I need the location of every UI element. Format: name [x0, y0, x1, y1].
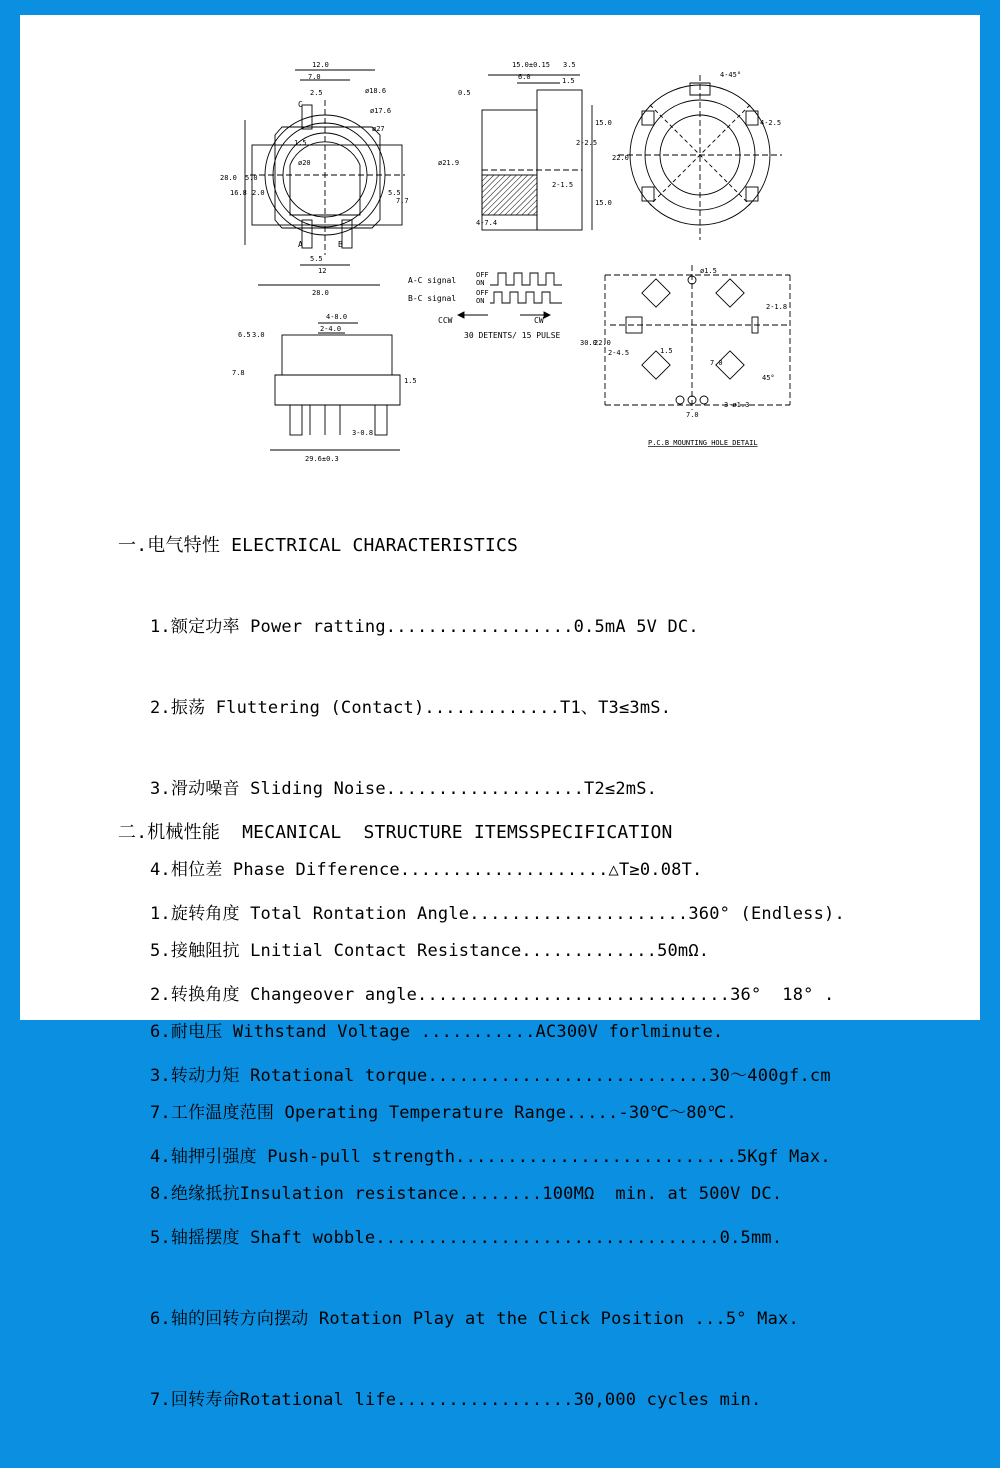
electrical-heading: 一.电气特性 ELECTRICAL CHARACTERISTICS — [118, 535, 519, 556]
dim-pcb-7-vertical: 7.0 — [710, 359, 723, 367]
dim-side-3.5: 3.5 — [563, 61, 576, 69]
mechanical-item: 4.轴押引强度 Push-pull strength...........................5Kgf Max. — [150, 1147, 831, 1167]
dim-front-5: 5.0 — [245, 174, 258, 182]
dim-front-5.5-bottom: 5.5 — [310, 255, 323, 263]
dim-pcb-22: 22.0 — [594, 339, 611, 347]
mechanical-structure — [118, 765, 845, 1468]
signal-off-1: OFF — [476, 271, 489, 279]
dim-front-16.8: 16.8 — [230, 189, 247, 197]
electrical-item: 3.滑动噪音 Sliding Noise...................T2≤2mS. — [150, 779, 658, 799]
mechanical-item: 1.旋转角度 Total Rontation Angle.....................360° (Endless). — [150, 904, 845, 924]
dim-side-0.5: 0.5 — [458, 89, 471, 97]
dim-pcb-2-4.5: 2-4.5 — [608, 349, 630, 357]
dim-pcb-7-horizontal: 7.0 — [686, 411, 699, 419]
dim-pcb-30: 30.0 — [580, 339, 597, 347]
dim-front-2: 2.0 — [252, 189, 265, 197]
pcb-detail-title: P.C.B MOUNTING HOLE DETAIL — [648, 439, 758, 447]
dim-bottom-7.8: 7.8 — [232, 369, 245, 377]
dim-bottom-3-0.8: 3-0.8 — [352, 429, 374, 437]
dim-bottom-3: 3.0 — [252, 331, 265, 339]
mechanical-item: 2.转换角度 Changeover angle..............................36° 18° . — [150, 985, 835, 1005]
dim-side-15-lower: 15.0 — [595, 199, 612, 207]
dim-front-7.7: 7.7 — [396, 197, 409, 205]
signal-b-c-label: B-C signal — [408, 294, 457, 303]
dim-front-dia-17.6: ø17.6 — [370, 107, 392, 115]
electrical-item: 2.振荡 Fluttering (Contact).............T1、T3≤3mS. — [150, 698, 672, 718]
signal-detents-note: 30 DETENTS/ 15 PULSE — [464, 331, 561, 340]
side-view — [438, 61, 612, 230]
signal-a-c-label: A-C signal — [408, 276, 457, 285]
dim-pcb-3-dia-1.3: 3-ø1.3 — [724, 401, 750, 409]
signal-on-2: ON — [476, 297, 485, 305]
signal-on-1: ON — [476, 279, 485, 287]
dim-side-1.5: 1.5 — [562, 77, 575, 85]
electrical-item: 8.绝缘抵抗Insulation resistance........100MΩ min. at 500V DC. — [150, 1184, 783, 1204]
dim-front-12: 12 — [318, 267, 327, 275]
spec-sheet — [20, 15, 980, 1410]
dim-side-2-1.5: 2-1.5 — [552, 181, 574, 189]
electrical-item: 6.耐电压 Withstand Voltage ...........AC300V forlminute. — [150, 1022, 724, 1042]
mechanical-item: 5.轴摇摆度 Shaft wobble.................................0.5mm. — [150, 1228, 783, 1248]
electrical-item: 7.工作温度范围 Operating Temperature Range.....-30℃～80℃. — [150, 1103, 737, 1123]
dim-front-7: 7.0 — [308, 73, 321, 81]
dim-back-22: 22.0 — [612, 154, 629, 162]
bottom-view — [232, 313, 417, 463]
front-view — [220, 61, 409, 297]
back-view — [612, 71, 782, 240]
signal-diagram — [408, 271, 562, 340]
dim-front-height: 28.0 — [220, 174, 237, 182]
dim-pcb-45: 45° — [762, 374, 775, 382]
dim-side-15: 15.0±0.15 — [512, 61, 550, 69]
dim-side-15-upper: 15.0 — [595, 119, 612, 127]
dim-bottom-1.5: 1.5 — [404, 377, 417, 385]
dim-bottom-6.5: 6.5 — [238, 331, 251, 339]
dim-bottom-4-8: 4-8.0 — [326, 313, 348, 321]
electrical-item: 1.额定功率 Power ratting..................0.5mA 5V DC. — [150, 617, 699, 637]
signal-off-2: OFF — [476, 289, 489, 297]
dim-side-6: 6.0 — [518, 73, 531, 81]
dim-pcb-2-1.8: 2-1.8 — [766, 303, 788, 311]
dim-front-28: 28.0 — [312, 289, 329, 297]
dim-front-1.5: 1.5 — [294, 139, 307, 147]
dim-front-5.5-right: 5.5 — [388, 189, 401, 197]
electrical-item: 5.接触阻抗 Lnitial Contact Resistance.............50mΩ. — [150, 941, 710, 961]
dim-front-dia-20: ø20 — [298, 159, 311, 167]
dim-front-dia-18.6: ø18.6 — [365, 87, 387, 95]
pin-c-label: C — [298, 100, 303, 109]
signal-cw-label: CW — [534, 316, 544, 325]
dim-bottom-29.6: 29.6±0.3 — [305, 455, 339, 463]
dim-side-dia-21.9: ø21.9 — [438, 159, 460, 167]
dim-front-dia-27: ø27 — [372, 125, 385, 133]
dim-side-4-7.4: 4-7.4 — [476, 219, 498, 227]
mechanical-item: 3.转动力矩 Rotational torque...........................30～400gf.cm — [150, 1066, 831, 1086]
dim-bottom-2-4: 2-4.0 — [320, 325, 342, 333]
dim-front-width: 12.0 — [312, 61, 329, 69]
mechanical-drawing — [20, 15, 980, 470]
signal-ccw-label: CCW — [438, 316, 453, 325]
pin-b-label: B — [338, 240, 343, 249]
pin-a-label: A — [298, 240, 303, 249]
electrical-item: 4.相位差 Phase Difference....................△T≥0.08T. — [150, 860, 703, 880]
dim-front-2.5: 2.5 — [310, 89, 323, 97]
dim-pcb-dia-1.5: ø1.5 — [700, 267, 717, 275]
dim-back-4-2.5: 4-2.5 — [760, 119, 782, 127]
pcb-hole-detail — [580, 265, 790, 447]
mechanical-item: 7.回转寿命Rotational life.................30,000 cycles min. — [150, 1390, 762, 1410]
mechanical-item: 6.轴的回转方向摆动 Rotation Play at the Click Position ...5° Max. — [150, 1309, 799, 1329]
mechanical-heading: 二.机械性能 MECANICAL STRUCTURE ITEMSSPECIFICATION — [118, 822, 673, 843]
dim-back-45: 4-45° — [720, 71, 742, 79]
dim-pcb-1.5: 1.5 — [660, 347, 673, 355]
dim-side-2-2.5: 2-2.5 — [576, 139, 598, 147]
